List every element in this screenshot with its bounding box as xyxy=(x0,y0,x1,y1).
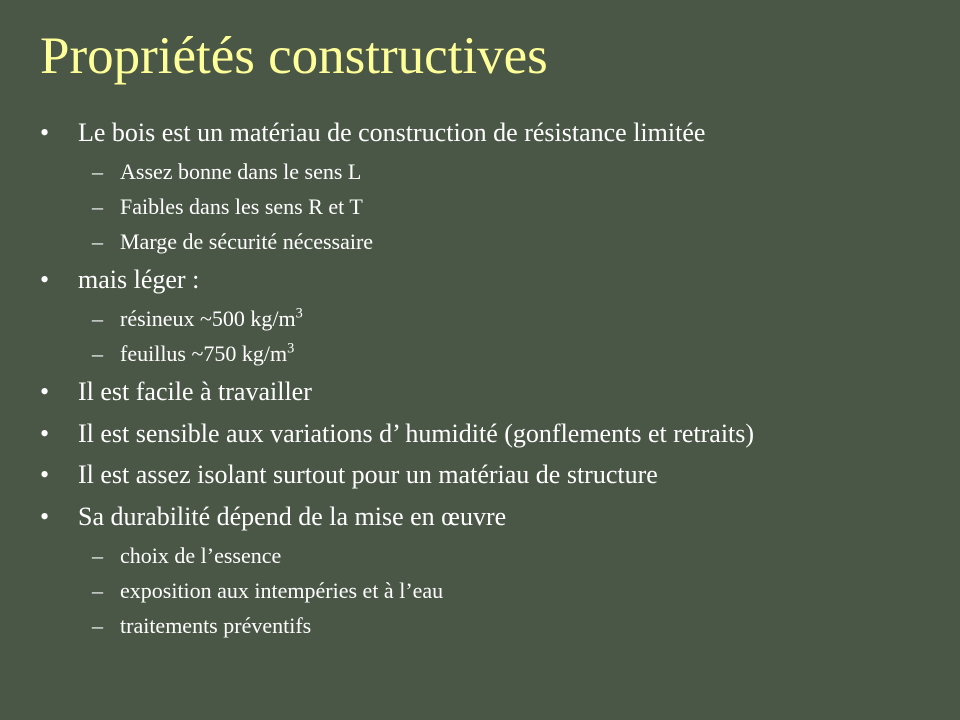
bullet-text: Il est sensible aux variations d’ humidité (gonflements et retraits) xyxy=(78,418,755,448)
bullet-icon: • xyxy=(40,377,50,407)
sub-item-text: résineux ~500 kg/m xyxy=(120,305,296,331)
dash-icon: – xyxy=(92,158,103,184)
bullet-item-durabilite xyxy=(0,496,754,643)
dash-icon: – xyxy=(92,542,103,568)
bullet-icon: • xyxy=(40,501,50,531)
bullet-text: Il est assez isolant surtout pour un matériau de structure xyxy=(78,460,658,490)
sub-list xyxy=(78,301,754,371)
bullet-icon: • xyxy=(40,418,50,448)
sub-item-text: Marge de sécurité nécessaire xyxy=(120,228,374,254)
sub-item-text: Assez bonne dans le sens L xyxy=(120,158,362,184)
bullet-icon: • xyxy=(40,460,50,490)
sub-item-text: traitements préventifs xyxy=(120,612,312,638)
bullet-item-leger xyxy=(0,259,754,371)
bullet-text: Il est facile à travailler xyxy=(78,377,312,407)
bullet-item-travail xyxy=(0,371,754,413)
unit-exponent: 3 xyxy=(295,305,303,322)
unit-exponent: 3 xyxy=(287,340,295,357)
sub-item-text: choix de l’essence xyxy=(120,542,282,568)
sub-list xyxy=(78,154,754,260)
bullet-text: mais léger : xyxy=(78,265,200,295)
slide-title: Propriétés constructives xyxy=(40,27,548,85)
sub-item-text: feuillus ~750 kg/m xyxy=(120,340,288,366)
sub-item xyxy=(78,608,754,643)
sub-item xyxy=(78,573,754,608)
sub-item xyxy=(78,224,754,259)
bullet-item-humidite xyxy=(0,413,754,455)
dash-icon: – xyxy=(92,340,103,366)
sub-item xyxy=(78,336,754,371)
sub-item xyxy=(78,538,754,573)
bullet-text: Sa durabilité dépend de la mise en œuvre xyxy=(78,501,507,531)
bullet-item-isolant xyxy=(0,454,754,496)
sub-list xyxy=(78,538,754,644)
dash-icon: – xyxy=(92,228,103,254)
sub-item xyxy=(78,301,754,336)
sub-item xyxy=(78,189,754,224)
bullet-icon: • xyxy=(40,118,50,147)
bullet-icon: • xyxy=(40,265,50,295)
dash-icon: – xyxy=(92,193,103,219)
dash-icon: – xyxy=(92,612,103,638)
bullet-text: Le bois est un matériau de construction de résistance limitée xyxy=(78,118,706,147)
sub-item-text: Faibles dans les sens R et T xyxy=(120,193,363,219)
bullet-item-resistance xyxy=(0,112,754,259)
sub-item-text: exposition aux intempéries et à l’eau xyxy=(120,577,444,603)
sub-item xyxy=(78,154,754,189)
dash-icon: – xyxy=(92,577,103,603)
bullet-list xyxy=(0,112,754,643)
dash-icon: – xyxy=(92,305,103,331)
